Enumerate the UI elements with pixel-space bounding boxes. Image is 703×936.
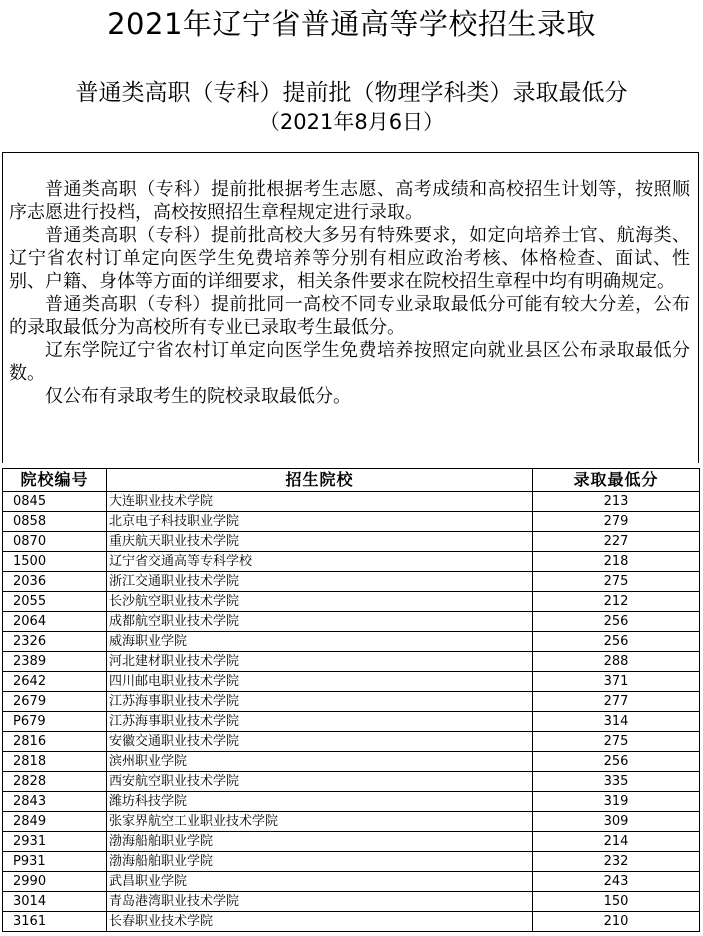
header-school-code: 院校编号 bbox=[3, 469, 107, 492]
school-code-cell: 2064 bbox=[3, 612, 107, 632]
notice-box bbox=[2, 152, 699, 463]
min-score-cell: 288 bbox=[533, 652, 700, 672]
school-name-cell: 潍坊科技学院 bbox=[107, 792, 533, 812]
page-subtitle: 普通类高职（专科）提前批（物理学科类）录取最低分 bbox=[75, 80, 628, 106]
notice-paragraph: 普通类高职（专科）提前批根据考生志愿、高考成绩和高校招生计划等，按照顺序志愿进行投档，高校按照招生章程规定进行录取。 bbox=[9, 179, 690, 223]
table-row bbox=[3, 712, 700, 732]
school-code-cell: 0870 bbox=[3, 532, 107, 552]
table-row bbox=[3, 692, 700, 712]
school-name-cell: 辽宁省交通高等专科学校 bbox=[107, 552, 533, 572]
table-row bbox=[3, 892, 700, 912]
min-score-cell: 371 bbox=[533, 672, 700, 692]
table-row bbox=[3, 552, 700, 572]
school-code-cell: 2055 bbox=[3, 592, 107, 612]
min-score-cell: 227 bbox=[533, 532, 700, 552]
admission-score-table bbox=[2, 468, 700, 932]
table-row bbox=[3, 832, 700, 852]
notice-paragraph: 辽东学院辽宁省农村订单定向医学生免费培养按照定向就业县区公布录取最低分数。 bbox=[9, 340, 690, 384]
school-name-cell: 江苏海事职业技术学院 bbox=[107, 712, 533, 732]
min-score-cell: 275 bbox=[533, 572, 700, 592]
table-row bbox=[3, 752, 700, 772]
school-name-cell: 张家界航空工业职业技术学院 bbox=[107, 812, 533, 832]
header-min-score: 录取最低分 bbox=[533, 469, 700, 492]
school-name-cell: 滨州职业学院 bbox=[107, 752, 533, 772]
table-row bbox=[3, 632, 700, 652]
min-score-cell: 212 bbox=[533, 592, 700, 612]
min-score-cell: 275 bbox=[533, 732, 700, 752]
min-score-cell: 214 bbox=[533, 832, 700, 852]
table-row bbox=[3, 872, 700, 892]
school-name-cell: 大连职业技术学院 bbox=[107, 492, 533, 512]
min-score-cell: 243 bbox=[533, 872, 700, 892]
table-row bbox=[3, 852, 700, 872]
min-score-cell: 256 bbox=[533, 632, 700, 652]
min-score-cell: 232 bbox=[533, 852, 700, 872]
school-name-cell: 安徽交通职业技术学院 bbox=[107, 732, 533, 752]
school-code-cell: 3161 bbox=[3, 912, 107, 932]
school-name-cell: 浙江交通职业技术学院 bbox=[107, 572, 533, 592]
min-score-cell: 256 bbox=[533, 752, 700, 772]
table-row bbox=[3, 612, 700, 632]
page-title: 2021年辽宁省普通高等学校招生录取 bbox=[107, 7, 596, 41]
min-score-cell: 218 bbox=[533, 552, 700, 572]
min-score-cell: 319 bbox=[533, 792, 700, 812]
school-code-cell: 2931 bbox=[3, 832, 107, 852]
min-score-cell: 277 bbox=[533, 692, 700, 712]
school-code-cell: 0858 bbox=[3, 512, 107, 532]
school-code-cell: 2816 bbox=[3, 732, 107, 752]
header-school-name: 招生院校 bbox=[107, 469, 533, 492]
school-code-cell: 2389 bbox=[3, 652, 107, 672]
table-row bbox=[3, 792, 700, 812]
school-name-cell: 威海职业学院 bbox=[107, 632, 533, 652]
min-score-cell: 210 bbox=[533, 912, 700, 932]
school-name-cell: 河北建材职业技术学院 bbox=[107, 652, 533, 672]
school-name-cell: 四川邮电职业技术学院 bbox=[107, 672, 533, 692]
table-row bbox=[3, 572, 700, 592]
school-name-cell: 北京电子科技职业学院 bbox=[107, 512, 533, 532]
min-score-cell: 314 bbox=[533, 712, 700, 732]
school-code-cell: 2326 bbox=[3, 632, 107, 652]
school-name-cell: 成都航空职业技术学院 bbox=[107, 612, 533, 632]
school-name-cell: 武昌职业学院 bbox=[107, 872, 533, 892]
publish-date: （2021年8月6日） bbox=[258, 110, 445, 134]
school-name-cell: 重庆航天职业技术学院 bbox=[107, 532, 533, 552]
table-row bbox=[3, 732, 700, 752]
school-code-cell: 2849 bbox=[3, 812, 107, 832]
school-code-cell: 0845 bbox=[3, 492, 107, 512]
table-row bbox=[3, 812, 700, 832]
table-row bbox=[3, 652, 700, 672]
min-score-cell: 309 bbox=[533, 812, 700, 832]
notice-paragraph: 普通类高职（专科）提前批高校大多另有特殊要求，如定向培养士官、航海类、辽宁省农村订单定向医学生免费培养等分别有相应政治考核、体格检查、面试、性别、户籍、身体等方面的详细要求，相关条件要求在院校招生章程中均有明确规定。 bbox=[9, 225, 690, 292]
notice-paragraph: 仅公布有录取考生的院校录取最低分。 bbox=[45, 386, 351, 407]
school-name-cell: 西安航空职业技术学院 bbox=[107, 772, 533, 792]
table-row bbox=[3, 772, 700, 792]
table-header-row bbox=[3, 469, 700, 492]
school-code-cell: 1500 bbox=[3, 552, 107, 572]
school-code-cell: 2828 bbox=[3, 772, 107, 792]
school-name-cell: 长沙航空职业技术学院 bbox=[107, 592, 533, 612]
table-row bbox=[3, 492, 700, 512]
min-score-cell: 256 bbox=[533, 612, 700, 632]
school-code-cell: 2990 bbox=[3, 872, 107, 892]
min-score-cell: 279 bbox=[533, 512, 700, 532]
table-row bbox=[3, 912, 700, 932]
table-row bbox=[3, 672, 700, 692]
school-code-cell: 2036 bbox=[3, 572, 107, 592]
school-name-cell: 渤海船舶职业学院 bbox=[107, 832, 533, 852]
min-score-cell: 150 bbox=[533, 892, 700, 912]
school-name-cell: 青岛港湾职业技术学院 bbox=[107, 892, 533, 912]
min-score-cell: 335 bbox=[533, 772, 700, 792]
school-code-cell: 3014 bbox=[3, 892, 107, 912]
school-code-cell: 2818 bbox=[3, 752, 107, 772]
school-code-cell: P931 bbox=[3, 852, 107, 872]
school-code-cell: 2679 bbox=[3, 692, 107, 712]
school-code-cell: P679 bbox=[3, 712, 107, 732]
notice-paragraph: 普通类高职（专科）提前批同一高校不同专业录取最低分可能有较大分差，公布的录取最低分为高校所有专业已录取考生最低分。 bbox=[9, 294, 690, 338]
page-header bbox=[0, 6, 703, 136]
school-name-cell: 江苏海事职业技术学院 bbox=[107, 692, 533, 712]
table-row bbox=[3, 592, 700, 612]
table-row bbox=[3, 532, 700, 552]
min-score-cell: 213 bbox=[533, 492, 700, 512]
school-code-cell: 2642 bbox=[3, 672, 107, 692]
school-name-cell: 长春职业技术学院 bbox=[107, 912, 533, 932]
table-row bbox=[3, 512, 700, 532]
school-code-cell: 2843 bbox=[3, 792, 107, 812]
school-name-cell: 渤海船舶职业学院 bbox=[107, 852, 533, 872]
